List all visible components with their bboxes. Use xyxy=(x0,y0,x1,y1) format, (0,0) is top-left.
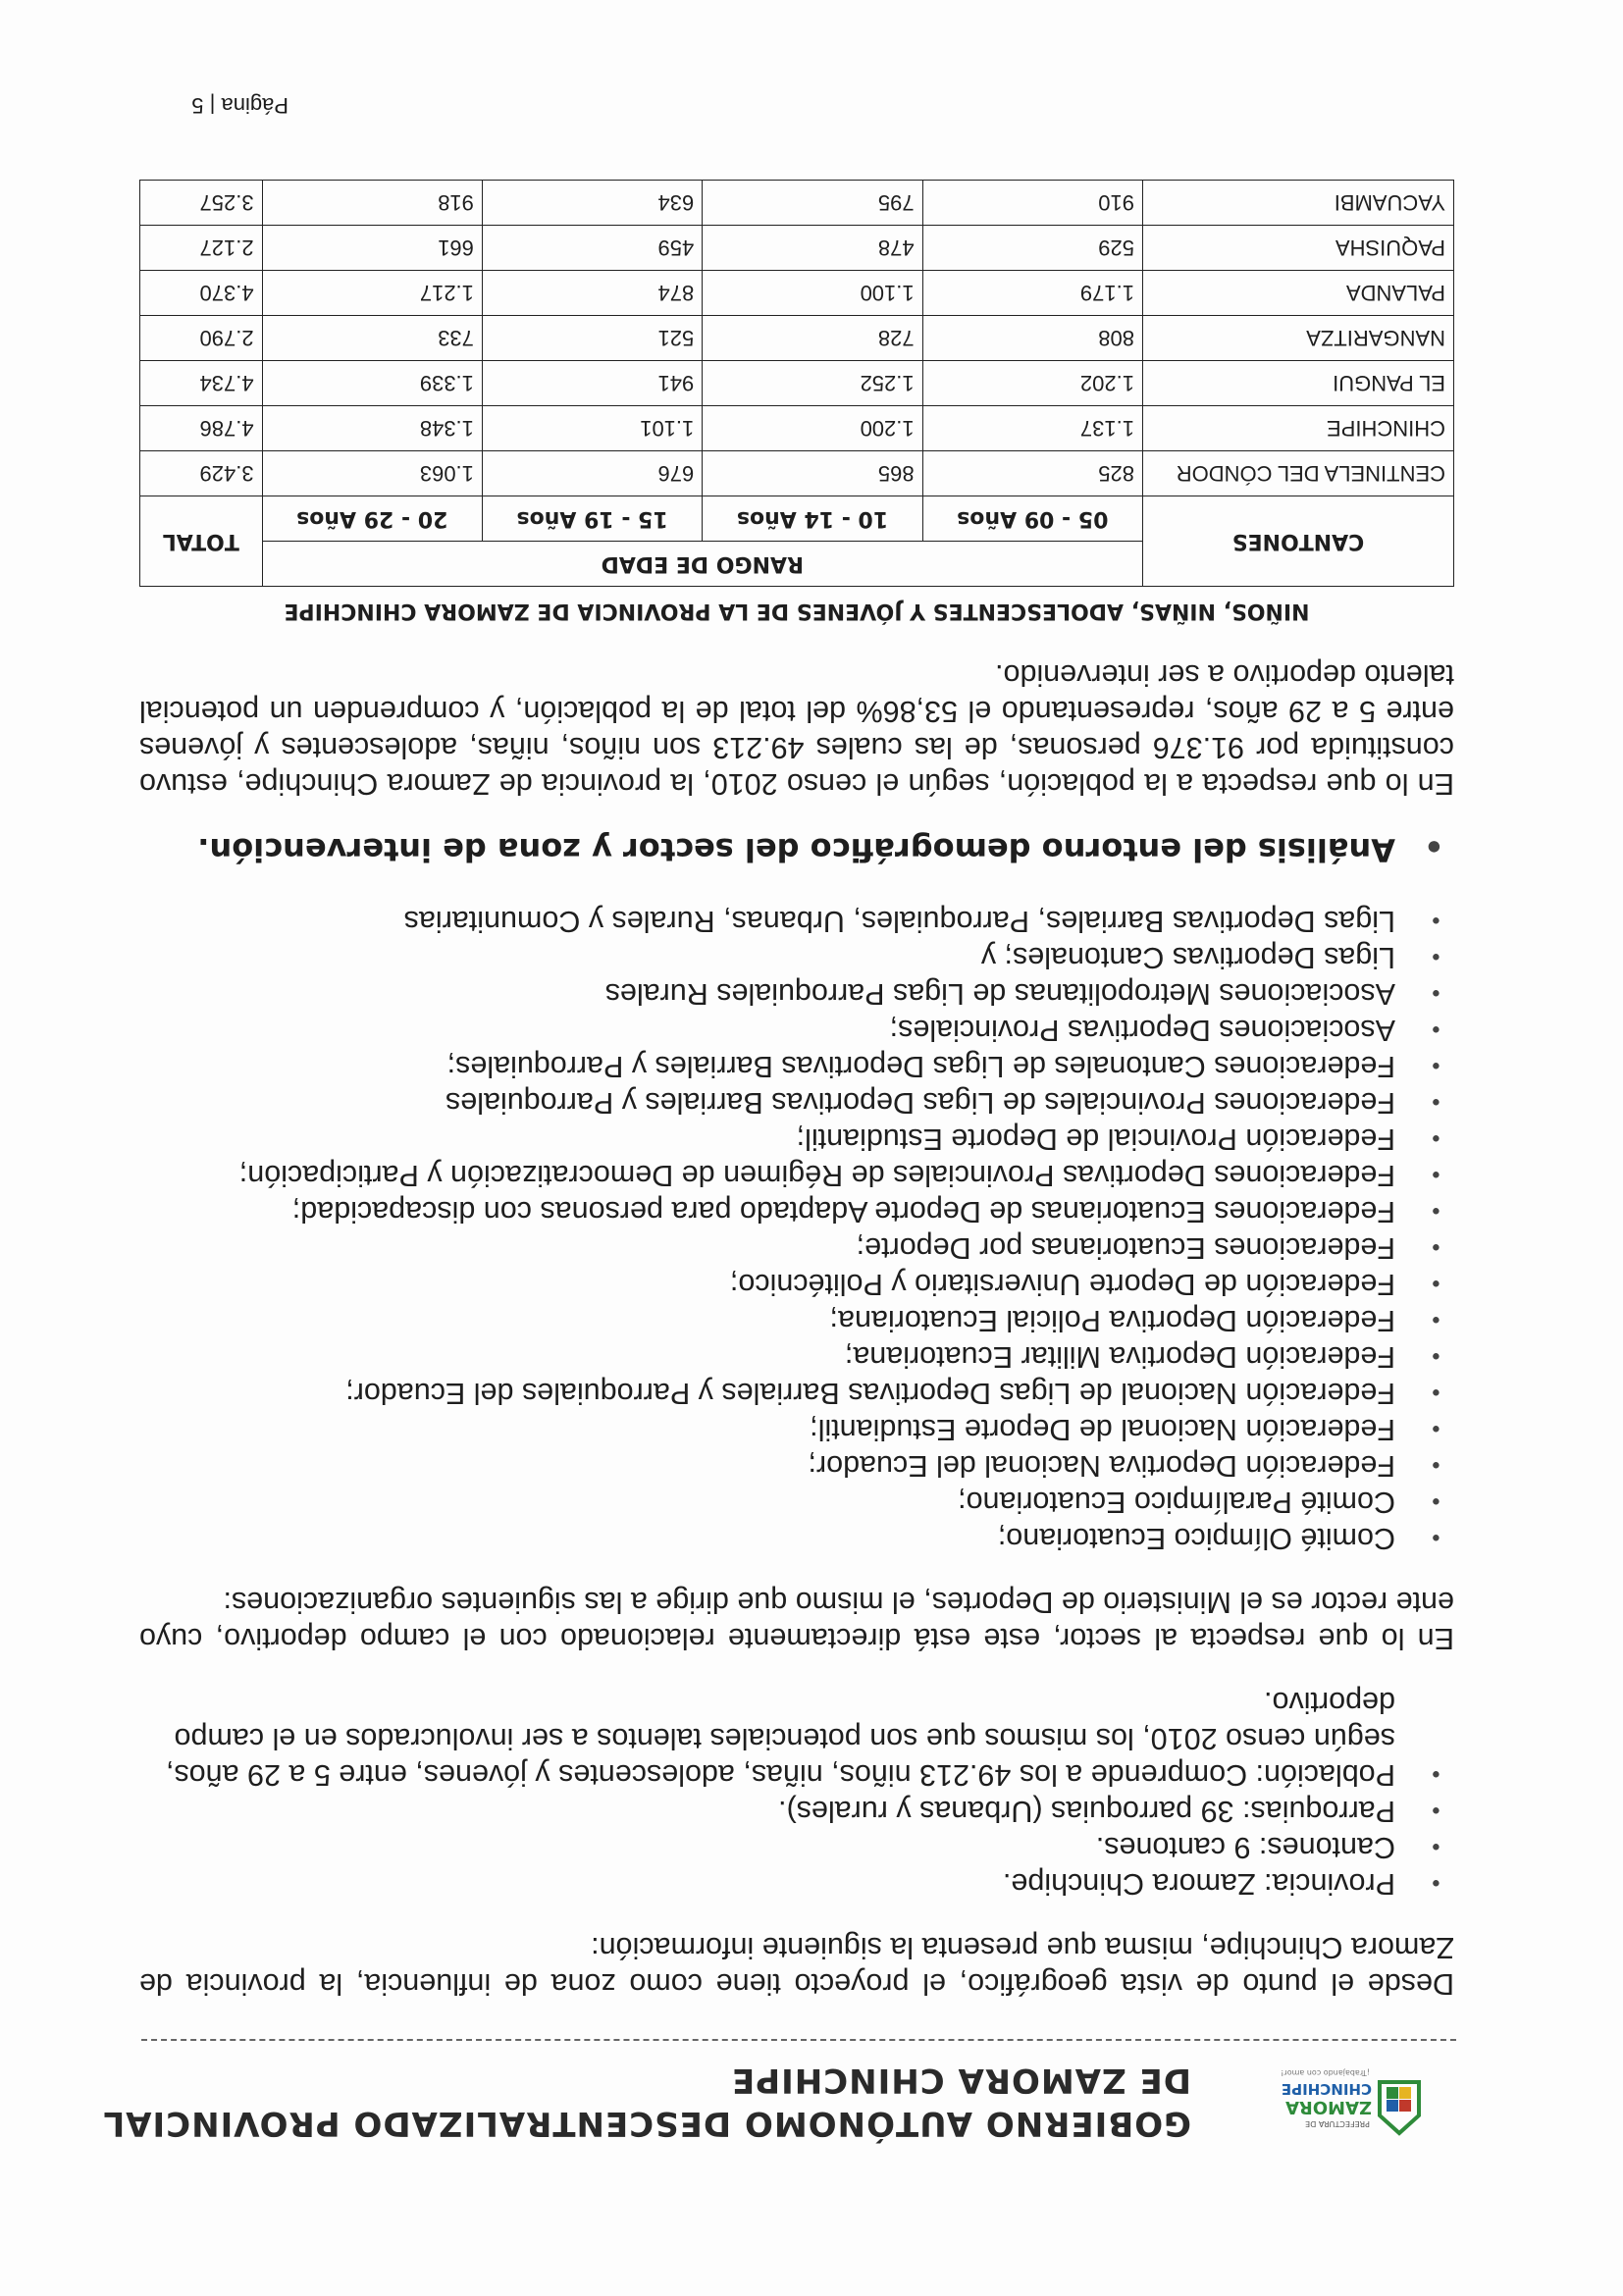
list-item: ● Federación Provincial de Deporte Estudiantil; xyxy=(139,1121,1454,1157)
cell-value: 478 xyxy=(703,226,922,271)
cell-value: 728 xyxy=(703,316,922,361)
list-item: ● Provincia: Zamora Chinchipe. xyxy=(139,1865,1454,1902)
page-header xyxy=(102,2039,1456,2151)
table-row xyxy=(140,361,1454,406)
cell-value: 459 xyxy=(482,226,702,271)
list-item: ● Población: Comprende a los 49.213 niños, niñas, adolescentes y jóvenes, entre 5 a 29 años, según censo 2010, los mismos que son potenciales talentos a ser involucrados en el campo deportivo. xyxy=(139,1684,1454,1793)
cell-canton: EL PANGUI xyxy=(1143,361,1454,406)
sector-paragraph: En lo que respecta al sector, este está directamente relacionado con el campo deportivo, cuyo ente rector es el Ministerio de Deportes, el mismo que dirige a las siguientes organizaciones: xyxy=(139,1586,1454,1655)
table-row xyxy=(140,226,1454,271)
logo-text-zamora: ZAMORA xyxy=(1285,2097,1372,2117)
cell-value: 795 xyxy=(703,181,922,226)
cell-value: 1.202 xyxy=(922,361,1142,406)
cell-total: 4.786 xyxy=(140,406,263,451)
cell-value: 1.179 xyxy=(922,271,1142,316)
intro-paragraph: Desde el punto de vista geográfico, el proyecto tiene como zona de influencia, la provincia de Zamora Chinchipe, misma que presenta la siguiente información: xyxy=(139,1931,1454,2001)
cell-canton: PAQUISHA xyxy=(1143,226,1454,271)
logo-icon xyxy=(1270,2053,1427,2151)
cell-value: 941 xyxy=(482,361,702,406)
cell-value: 918 xyxy=(262,181,482,226)
col-header-cantones: CANTONES xyxy=(1143,496,1454,587)
cell-value: 1.348 xyxy=(262,406,482,451)
list-item: ● Federaciones Ecuatorianas de Deporte Adaptado para personas con discapacidad; xyxy=(139,1193,1454,1229)
table-row xyxy=(140,316,1454,361)
table-row xyxy=(140,451,1454,496)
list-item: ● Comité Paralímpico Ecuatoriano; xyxy=(139,1484,1454,1520)
cell-total: 4.370 xyxy=(140,271,263,316)
cell-total: 2.127 xyxy=(140,226,263,271)
page-number: Página | 5 xyxy=(191,93,288,118)
list-item: ● Federación Nacional de Deporte Estudiantil; xyxy=(139,1411,1454,1447)
cell-canton: PALANDA xyxy=(1143,271,1454,316)
table-row xyxy=(140,271,1454,316)
header-title xyxy=(102,2059,1191,2145)
list-item: ● Federaciones Cantonales de Ligas Deportivas Barriales y Parroquiales; xyxy=(139,1048,1454,1084)
cell-value: 1.252 xyxy=(703,361,922,406)
col-header-rango: RANGO DE EDAD xyxy=(262,542,1142,587)
list-item: ● Asociaciones Metropolitanas de Ligas Parroquiales Rurales xyxy=(139,975,1454,1012)
cell-value: 529 xyxy=(922,226,1142,271)
cell-canton: CHINCHIPE xyxy=(1143,406,1454,451)
col-header-age-range: 10 - 14 Años xyxy=(703,496,922,542)
cell-total: 3.429 xyxy=(140,451,263,496)
list-item: ● Ligas Deportivas Cantonales; y xyxy=(139,939,1454,975)
organizations-list xyxy=(139,903,1454,1556)
cell-value: 874 xyxy=(482,271,702,316)
col-header-age-range: 05 - 09 Años xyxy=(922,496,1142,542)
document-body xyxy=(139,180,1454,2002)
list-item: ● Federaciones Deportivas Provinciales de Régimen de Democratización y Participación; xyxy=(139,1157,1454,1193)
list-item: ● Parroquias: 39 parroquias (Urbanas y rurales). xyxy=(139,1793,1454,1829)
prefectura-logo xyxy=(1270,2053,1427,2151)
list-item: ● Federación Nacional de Ligas Deportivas Barriales y Parroquiales del Ecuador; xyxy=(139,1375,1454,1411)
list-item: ● Federaciones Ecuatorianas por Deporte; xyxy=(139,1229,1454,1266)
table-row xyxy=(140,181,1454,226)
list-item: ● Federación Deportiva Nacional del Ecuador; xyxy=(139,1447,1454,1484)
cell-total: 2.790 xyxy=(140,316,263,361)
list-item: ● Asociaciones Deportivas Provinciales; xyxy=(139,1012,1454,1048)
cell-value: 910 xyxy=(922,181,1142,226)
logo-text-chinchipe: CHINCHIPE xyxy=(1281,2080,1372,2098)
cell-value: 865 xyxy=(703,451,922,496)
cell-value: 1.063 xyxy=(262,451,482,496)
list-item: ● Federación Deportiva Militar Ecuatoriana; xyxy=(139,1338,1454,1375)
cell-value: 634 xyxy=(482,181,702,226)
list-item: ● Federación Deportiva Policial Ecuatoriana; xyxy=(139,1302,1454,1338)
cell-value: 1.339 xyxy=(262,361,482,406)
list-item: ● Federaciones Provinciales de Ligas Deportivas Barriales y Parroquiales xyxy=(139,1084,1454,1121)
cell-canton: NANGARITZA xyxy=(1143,316,1454,361)
section-title: ● Análisis del entorno demográfico del sector y zona de intervención. xyxy=(139,831,1454,867)
header-title-line1: GOBIERNO AUTÓNOMO DESCENTRALIZADO PROVINCIAL xyxy=(102,2104,1191,2143)
cell-value: 825 xyxy=(922,451,1142,496)
cell-value: 521 xyxy=(482,316,702,361)
list-item: ● Ligas Deportivas Barriales, Parroquiales, Urbanas, Rurales y Comunitarias xyxy=(139,903,1454,939)
list-item: ● Federación de Deporte Universitario y Politécnico; xyxy=(139,1266,1454,1302)
table-row xyxy=(140,406,1454,451)
cell-value: 1.100 xyxy=(703,271,922,316)
cell-total: 4.734 xyxy=(140,361,263,406)
table-caption: NIÑOS, NIÑAS, ADOLESCENTES Y JÓVENES DE LA PROVINCIA DE ZAMORA CHINCHIPE xyxy=(284,599,1310,623)
header-title-line2: DE ZAMORA CHINCHIPE xyxy=(730,2061,1191,2100)
cell-value: 1.200 xyxy=(703,406,922,451)
col-header-age-range: 20 - 29 Años xyxy=(262,496,482,542)
col-header-age-range: 15 - 19 Años xyxy=(482,496,702,542)
cell-canton: CENTINELA DEL CÓNDOR xyxy=(1143,451,1454,496)
cell-value: 1.101 xyxy=(482,406,702,451)
cell-value: 676 xyxy=(482,451,702,496)
cell-value: 1.217 xyxy=(262,271,482,316)
cell-canton: YACUAMBI xyxy=(1143,181,1454,226)
col-header-total: TOTAL xyxy=(140,496,263,587)
cell-value: 1.137 xyxy=(922,406,1142,451)
cell-value: 661 xyxy=(262,226,482,271)
list-item: ● Comité Olímpico Ecuatoriano; xyxy=(139,1520,1454,1556)
population-table xyxy=(139,180,1454,587)
logo-text-top: PREFECTURA DE xyxy=(1305,2119,1370,2128)
demographic-paragraph: En lo que respecta a la población, según el censo 2010, la provincia de Zamora Chinchipe, estuvo constituida por 91.376 personas, de las cuales 49.213 son niños, niñas, adolescentes y jóvenes entre 5 a 29 años, representando el 53,86% del total de la población, y comprenden un potencial talento deportivo a ser intervenido. xyxy=(139,658,1454,801)
list-item: ● Cantones: 9 cantones. xyxy=(139,1829,1454,1865)
geo-list xyxy=(139,1684,1454,1902)
cell-total: 3.257 xyxy=(140,181,263,226)
logo-tagline: ¡Trabajando con amor! xyxy=(1281,2068,1370,2077)
cell-value: 733 xyxy=(262,316,482,361)
cell-value: 808 xyxy=(922,316,1142,361)
